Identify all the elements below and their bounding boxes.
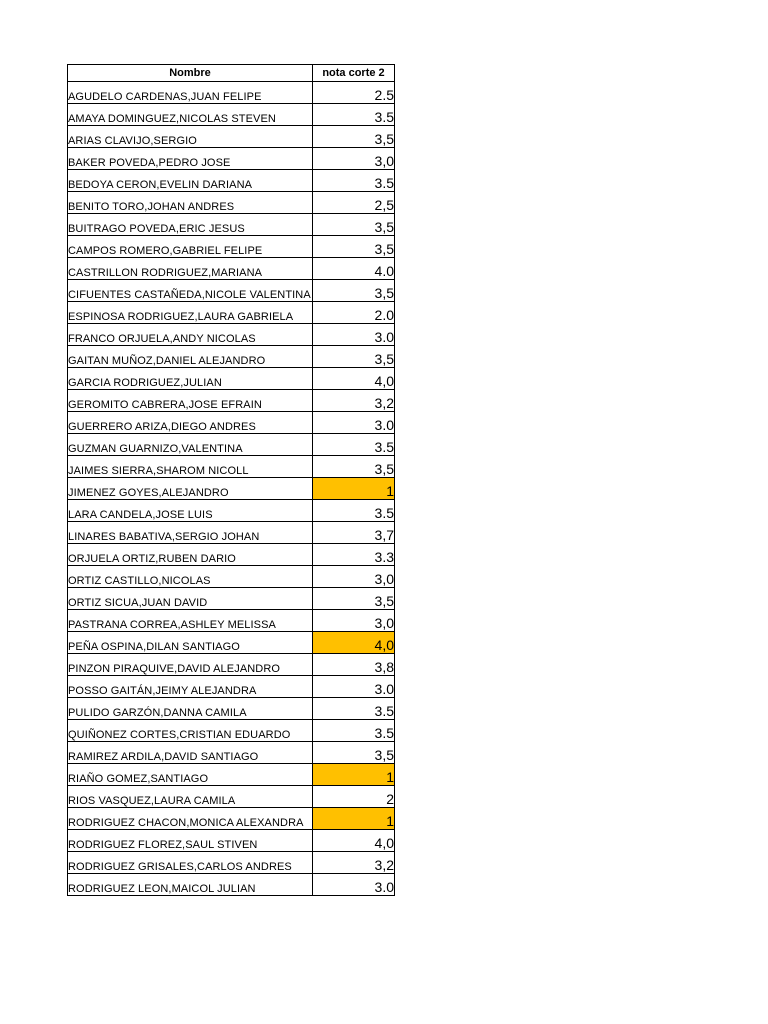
grade-cell: 3,5: [313, 456, 395, 478]
grade-cell: 3.3: [313, 544, 395, 566]
grade-cell: 1: [313, 808, 395, 830]
table-row: [68, 236, 395, 258]
grade-cell: 3,5: [313, 280, 395, 302]
grade-cell: 3,0: [313, 148, 395, 170]
student-name-cell: GUERRERO ARIZA,DIEGO ANDRES: [68, 412, 313, 434]
grade-cell: 2.0: [313, 302, 395, 324]
grade-cell: 4,0: [313, 830, 395, 852]
table-row: [68, 478, 395, 500]
student-name-cell: GUZMAN GUARNIZO,VALENTINA: [68, 434, 313, 456]
grade-cell: 3,2: [313, 390, 395, 412]
grade-cell: 3.0: [313, 412, 395, 434]
table-row: [68, 544, 395, 566]
student-name-cell: ARIAS CLAVIJO,SERGIO: [68, 126, 313, 148]
grade-cell: 3,2: [313, 852, 395, 874]
grade-cell: 3.5: [313, 698, 395, 720]
student-name-cell: POSSO GAITÁN,JEIMY ALEJANDRA: [68, 676, 313, 698]
grade-cell: 3,0: [313, 566, 395, 588]
table-row: [68, 698, 395, 720]
grade-cell: 2.5: [313, 82, 395, 104]
table-row: [68, 764, 395, 786]
grade-cell: 3.0: [313, 324, 395, 346]
table-row: [68, 610, 395, 632]
student-name-cell: ORJUELA ORTIZ,RUBEN DARIO: [68, 544, 313, 566]
student-name-cell: AGUDELO CARDENAS,JUAN FELIPE: [68, 82, 313, 104]
student-name-cell: CIFUENTES CASTAÑEDA,NICOLE VALENTINA: [68, 280, 313, 302]
grade-cell: 3.5: [313, 170, 395, 192]
grade-cell: 2: [313, 786, 395, 808]
student-name-cell: AMAYA DOMINGUEZ,NICOLAS STEVEN: [68, 104, 313, 126]
table-row: [68, 280, 395, 302]
table-row: [68, 368, 395, 390]
grade-cell: 3.5: [313, 104, 395, 126]
table-row: [68, 676, 395, 698]
student-name-cell: RODRIGUEZ LEON,MAICOL JULIAN: [68, 874, 313, 896]
student-name-cell: GARCIA RODRIGUEZ,JULIAN: [68, 368, 313, 390]
grade-cell: 3.5: [313, 720, 395, 742]
table-row: [68, 632, 395, 654]
student-name-cell: PULIDO GARZÓN,DANNA CAMILA: [68, 698, 313, 720]
header-row: [68, 65, 395, 82]
table-row: [68, 302, 395, 324]
table-row: [68, 808, 395, 830]
table-row: [68, 874, 395, 896]
student-name-cell: JIMENEZ GOYES,ALEJANDRO: [68, 478, 313, 500]
header-name: Nombre: [68, 65, 313, 82]
table-row: [68, 786, 395, 808]
grade-cell: 3,8: [313, 654, 395, 676]
grade-cell: 3.0: [313, 874, 395, 896]
student-name-cell: LINARES BABATIVA,SERGIO JOHAN: [68, 522, 313, 544]
table-row: [68, 170, 395, 192]
table-row: [68, 214, 395, 236]
table-row: [68, 390, 395, 412]
student-name-cell: GAITAN MUÑOZ,DANIEL ALEJANDRO: [68, 346, 313, 368]
student-name-cell: PINZON PIRAQUIVE,DAVID ALEJANDRO: [68, 654, 313, 676]
table-row: [68, 522, 395, 544]
student-name-cell: CAMPOS ROMERO,GABRIEL FELIPE: [68, 236, 313, 258]
student-name-cell: BEDOYA CERON,EVELIN DARIANA: [68, 170, 313, 192]
student-name-cell: BAKER POVEDA,PEDRO JOSE: [68, 148, 313, 170]
table-row: [68, 742, 395, 764]
student-name-cell: PASTRANA CORREA,ASHLEY MELISSA: [68, 610, 313, 632]
student-name-cell: BUITRAGO POVEDA,ERIC JESUS: [68, 214, 313, 236]
grade-cell: 4,0: [313, 368, 395, 390]
grade-cell: 3,5: [313, 588, 395, 610]
table-row: [68, 434, 395, 456]
student-name-cell: QUIÑONEZ CORTES,CRISTIAN EDUARDO: [68, 720, 313, 742]
table-row: [68, 500, 395, 522]
table-row: [68, 588, 395, 610]
student-name-cell: RIOS VASQUEZ,LAURA CAMILA: [68, 786, 313, 808]
table-row: [68, 830, 395, 852]
table-row: [68, 104, 395, 126]
student-name-cell: RIAÑO GOMEZ,SANTIAGO: [68, 764, 313, 786]
table-row: [68, 346, 395, 368]
student-name-cell: RODRIGUEZ CHACON,MONICA ALEXANDRA: [68, 808, 313, 830]
table-row: [68, 148, 395, 170]
grade-cell: 3,7: [313, 522, 395, 544]
student-name-cell: RODRIGUEZ GRISALES,CARLOS ANDRES: [68, 852, 313, 874]
grade-cell: 3,5: [313, 742, 395, 764]
table-row: [68, 82, 395, 104]
grade-cell: 3,5: [313, 126, 395, 148]
grade-cell: 4.0: [313, 258, 395, 280]
student-name-cell: ORTIZ CASTILLO,NICOLAS: [68, 566, 313, 588]
grade-cell: 3.5: [313, 500, 395, 522]
grades-table: [67, 64, 395, 896]
grade-cell: 1: [313, 764, 395, 786]
student-name-cell: BENITO TORO,JOHAN ANDRES: [68, 192, 313, 214]
student-name-cell: FRANCO ORJUELA,ANDY NICOLAS: [68, 324, 313, 346]
grade-cell: 3.5: [313, 434, 395, 456]
student-name-cell: RODRIGUEZ FLOREZ,SAUL STIVEN: [68, 830, 313, 852]
table-row: [68, 324, 395, 346]
table-row: [68, 456, 395, 478]
grade-cell: 2,5: [313, 192, 395, 214]
table-row: [68, 566, 395, 588]
header-grade: nota corte 2: [313, 65, 395, 82]
grade-cell: 3,5: [313, 346, 395, 368]
table-row: [68, 258, 395, 280]
student-name-cell: GEROMITO CABRERA,JOSE EFRAIN: [68, 390, 313, 412]
table-row: [68, 720, 395, 742]
student-name-cell: ESPINOSA RODRIGUEZ,LAURA GABRIELA: [68, 302, 313, 324]
grade-cell: 3.0: [313, 676, 395, 698]
student-name-cell: CASTRILLON RODRIGUEZ,MARIANA: [68, 258, 313, 280]
grade-cell: 3,5: [313, 214, 395, 236]
table-row: [68, 852, 395, 874]
student-name-cell: PEÑA OSPINA,DILAN SANTIAGO: [68, 632, 313, 654]
table-row: [68, 126, 395, 148]
student-name-cell: JAIMES SIERRA,SHAROM NICOLL: [68, 456, 313, 478]
grade-cell: 1: [313, 478, 395, 500]
student-name-cell: RAMIREZ ARDILA,DAVID SANTIAGO: [68, 742, 313, 764]
grade-cell: 3,5: [313, 236, 395, 258]
student-name-cell: LARA CANDELA,JOSE LUIS: [68, 500, 313, 522]
grade-cell: 3,0: [313, 610, 395, 632]
grades-body: [68, 82, 395, 896]
table-row: [68, 654, 395, 676]
table-row: [68, 192, 395, 214]
grade-cell: 4,0: [313, 632, 395, 654]
table-row: [68, 412, 395, 434]
student-name-cell: ORTIZ SICUA,JUAN DAVID: [68, 588, 313, 610]
